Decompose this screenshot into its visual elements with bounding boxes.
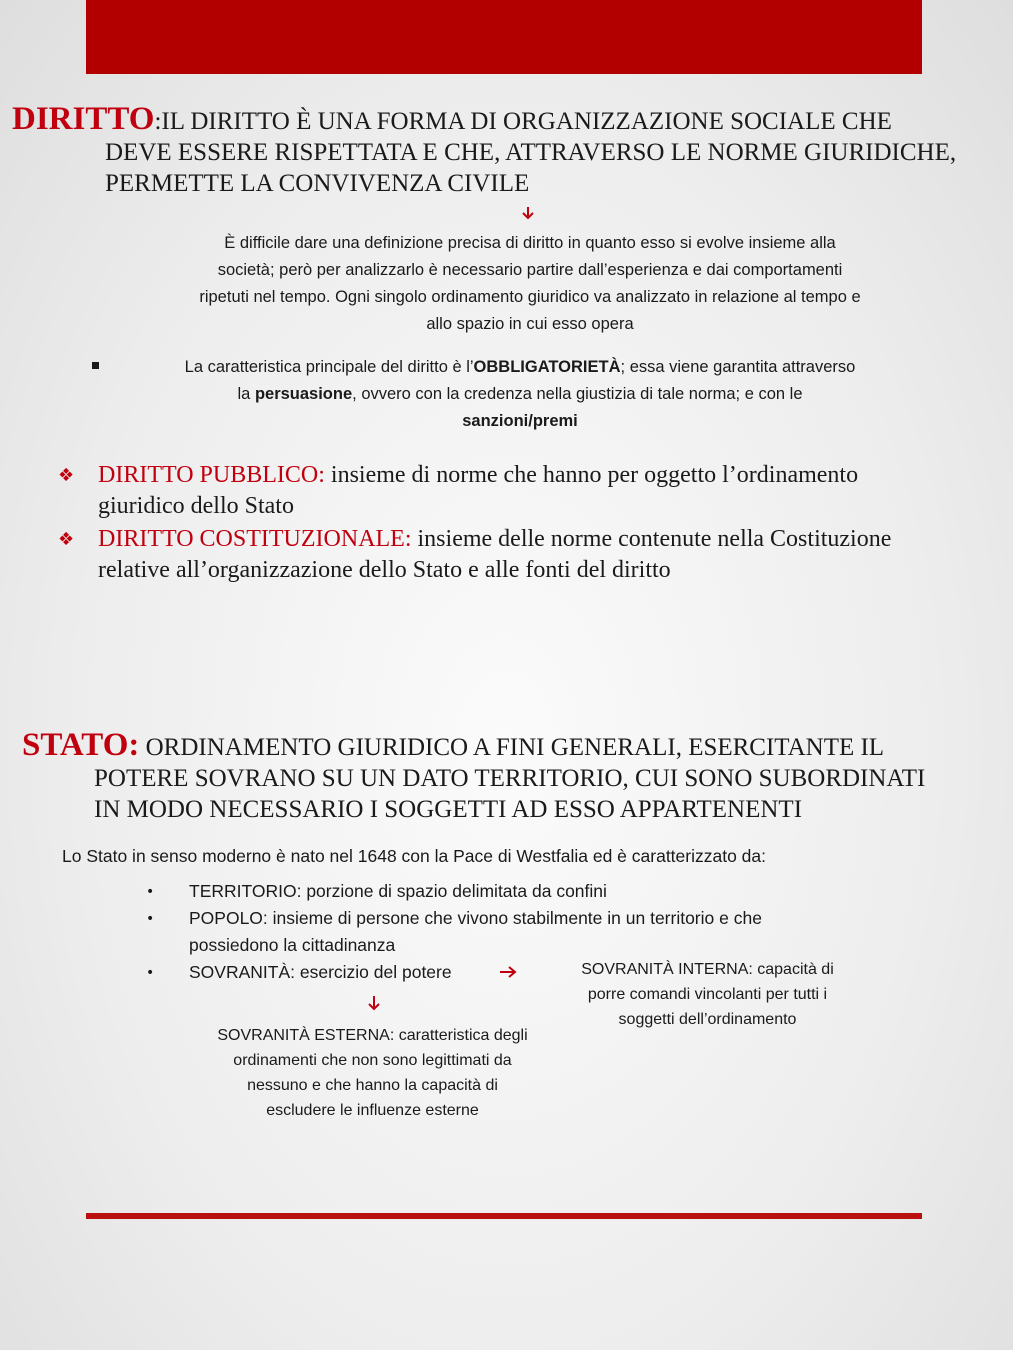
sovranita-interna-line: SOVRANITÀ INTERNA: capacità di xyxy=(581,961,834,978)
explanation-line: società; però per analizzarlo è necessario partire dall’esperienza e dai comportamenti xyxy=(217,261,843,279)
explanation-line: È difficile dare una definizione precisa di diritto in quanto esso si evolve insieme alla xyxy=(224,234,836,252)
diritto-costituzionale-text-cont: relative all’organizzazione dello Stato e alle fonti del diritto xyxy=(98,557,671,583)
stato-definition-line1: ORDINAMENTO GIURIDICO A FINI GENERALI, ESERCITANTE IL xyxy=(139,734,885,761)
characteristic-text: , ovvero con la credenza nella giustizia di tale norma; e con le xyxy=(352,385,803,403)
sovranita-esterna-line: nessuno e che hanno la capacità di xyxy=(247,1077,498,1094)
stato-term: STATO: xyxy=(22,727,140,763)
explanation-line: ripetuti nel tempo. Ogni singolo ordinamento giuridico va analizzato in relazione al tempo e xyxy=(199,288,861,306)
characteristic-text: La caratteristica principale del diritto è l’ xyxy=(184,358,474,376)
diritto-pubblico-text-cont: giuridico dello Stato xyxy=(98,493,294,519)
diritto-characteristic xyxy=(100,354,940,435)
bullet-dot-icon: • xyxy=(146,965,155,981)
diamond-bullet-icon: ❖ xyxy=(58,465,75,486)
diamond-bullet-icon: ❖ xyxy=(58,529,75,550)
sovranita-esterna-line: escludere le influenze esterne xyxy=(266,1102,479,1119)
diritto-definition-line3: PERMETTE LA CONVIVENZA CIVILE xyxy=(105,170,530,197)
diritto-definition-line1: :IL DIRITTO È UNA FORMA DI ORGANIZZAZIONE SOCIALE CHE xyxy=(154,108,892,135)
stato-definition-line2: POTERE SOVRANO SU UN DATO TERRITORIO, CUI SONO SUBORDINATI xyxy=(94,765,926,792)
diritto-pubblico-label: DIRITTO PUBBLICO: xyxy=(98,462,325,488)
diritto-costituzionale-item xyxy=(98,524,998,586)
stato-definition xyxy=(22,727,1007,825)
diritto-term: DIRITTO xyxy=(12,101,155,137)
stato-definition-line3: IN MODO NECESSARIO I SOGGETTI AD ESSO APPARTENENTI xyxy=(94,796,803,823)
diritto-explanation xyxy=(70,230,990,338)
stato-intro: Lo Stato in senso moderno è nato nel 1648 con la Pace di Westfalia ed è caratterizzato da: xyxy=(62,846,767,866)
bullet-dot-icon: • xyxy=(146,884,155,900)
sovranita-interna-line: porre comandi vincolanti per tutti i xyxy=(587,986,828,1003)
diritto-costituzionale-label: DIRITTO COSTITUZIONALE: xyxy=(98,526,412,552)
sovranita-item: SOVRANITÀ: esercizio del potere xyxy=(189,962,452,982)
popolo-item-cont: possiedono la cittadinanza xyxy=(189,935,396,955)
bullet-dot-icon: • xyxy=(146,911,155,927)
square-bullet-icon xyxy=(92,362,99,369)
diritto-pubblico-text: insieme di norme che hanno per oggetto l’ordinamento xyxy=(324,462,859,488)
sovranita-interna-line: soggetti dell’ordinamento xyxy=(618,1011,797,1028)
arrow-down-icon xyxy=(366,994,382,1012)
diritto-definition xyxy=(12,101,1007,199)
characteristic-text: la xyxy=(237,385,255,403)
arrow-down-icon xyxy=(520,205,536,221)
arrow-right-icon xyxy=(498,964,518,980)
sovranita-interna-note xyxy=(540,957,875,1032)
diritto-definition-line2: DEVE ESSERE RISPETTATA E CHE, ATTRAVERSO LE NORME GIURIDICHE, xyxy=(105,139,957,166)
diritto-costituzionale-text: insieme delle norme contenute nella Costituzione xyxy=(411,526,892,552)
persuasione-term: persuasione xyxy=(254,385,353,403)
territorio-item: TERRITORIO: porzione di spazio delimitata da confini xyxy=(189,881,607,901)
sovranita-esterna-line: ordinamenti che non sono legittimati da xyxy=(233,1052,512,1069)
explanation-line: allo spazio in cui esso opera xyxy=(426,315,634,333)
characteristic-text: ; essa viene garantita attraverso xyxy=(620,358,856,376)
sovranita-esterna-line: SOVRANITÀ ESTERNA: caratteristica degli xyxy=(217,1027,528,1044)
top-banner-bar xyxy=(86,0,922,74)
popolo-item: POPOLO: insieme di persone che vivono stabilmente in un territorio e che xyxy=(189,908,762,928)
sovranita-esterna-note xyxy=(190,1023,555,1123)
diritto-pubblico-item xyxy=(98,460,998,522)
bottom-divider xyxy=(86,1213,922,1219)
obbligatorieta-term: OBBLIGATORIETÀ xyxy=(473,358,621,376)
sanzioni-term: sanzioni/premi xyxy=(462,412,578,430)
